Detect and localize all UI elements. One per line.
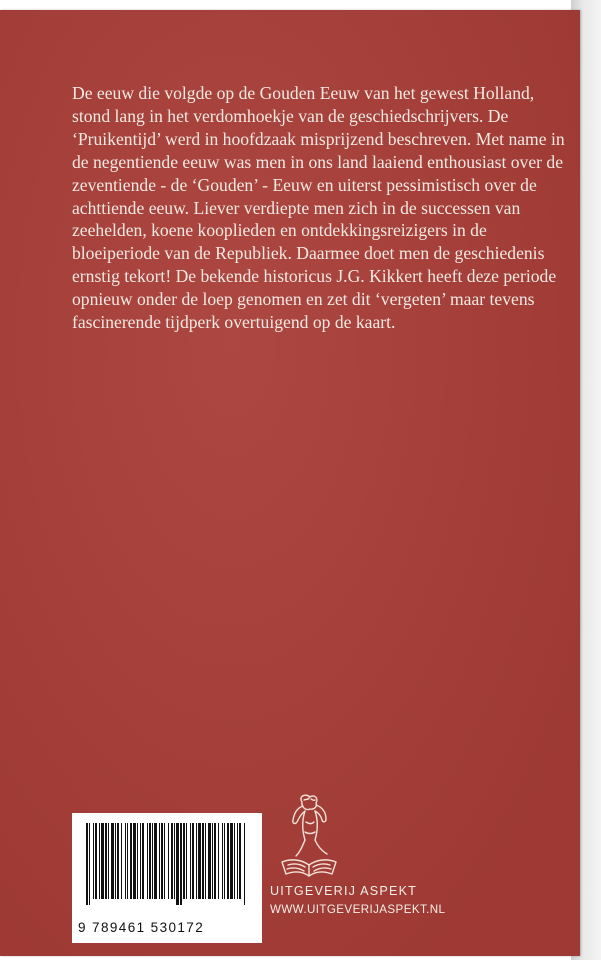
- publisher-url: WWW.UITGEVERIJASPEKT.NL: [270, 903, 446, 916]
- barcode-label: [72, 813, 262, 943]
- reading-figure-logo-icon: [272, 792, 346, 880]
- back-cover: [0, 10, 580, 956]
- publisher-name: UITGEVERIJ ASPEKT: [270, 884, 418, 898]
- blurb-text: De eeuw die volgde op de Gouden Eeuw van het gewest Holland, stond lang in het verdomhoekje van de geschiedschrijvers. De ‘Pruikentijd’ werd in hoofdzaak misprijzend beschreven. Met name in de negentiende eeuw was men in ons land laaiend enthousiast over de zeventiende - de ‘Gouden’ - Eeuw en uiterst pessimistisch over de achttiende eeuw. Liever verdiepte men zich in de successen van zeehelden, koene kooplieden en ontdekkingsreizigers in de bloeiperiode van de Republiek. Daarmee doet men de geschiedenis ernstig tekort! De bekende historicus J.G. Kikkert heeft deze periode opnieuw onder de loep genomen en zet dit ‘vergeten’ maar tevens fascinerende tijdperk overtuigend op de kaart.: [72, 83, 565, 333]
- barcode-icon: [84, 823, 250, 905]
- isbn-digits: 9 789461 530172: [78, 920, 205, 935]
